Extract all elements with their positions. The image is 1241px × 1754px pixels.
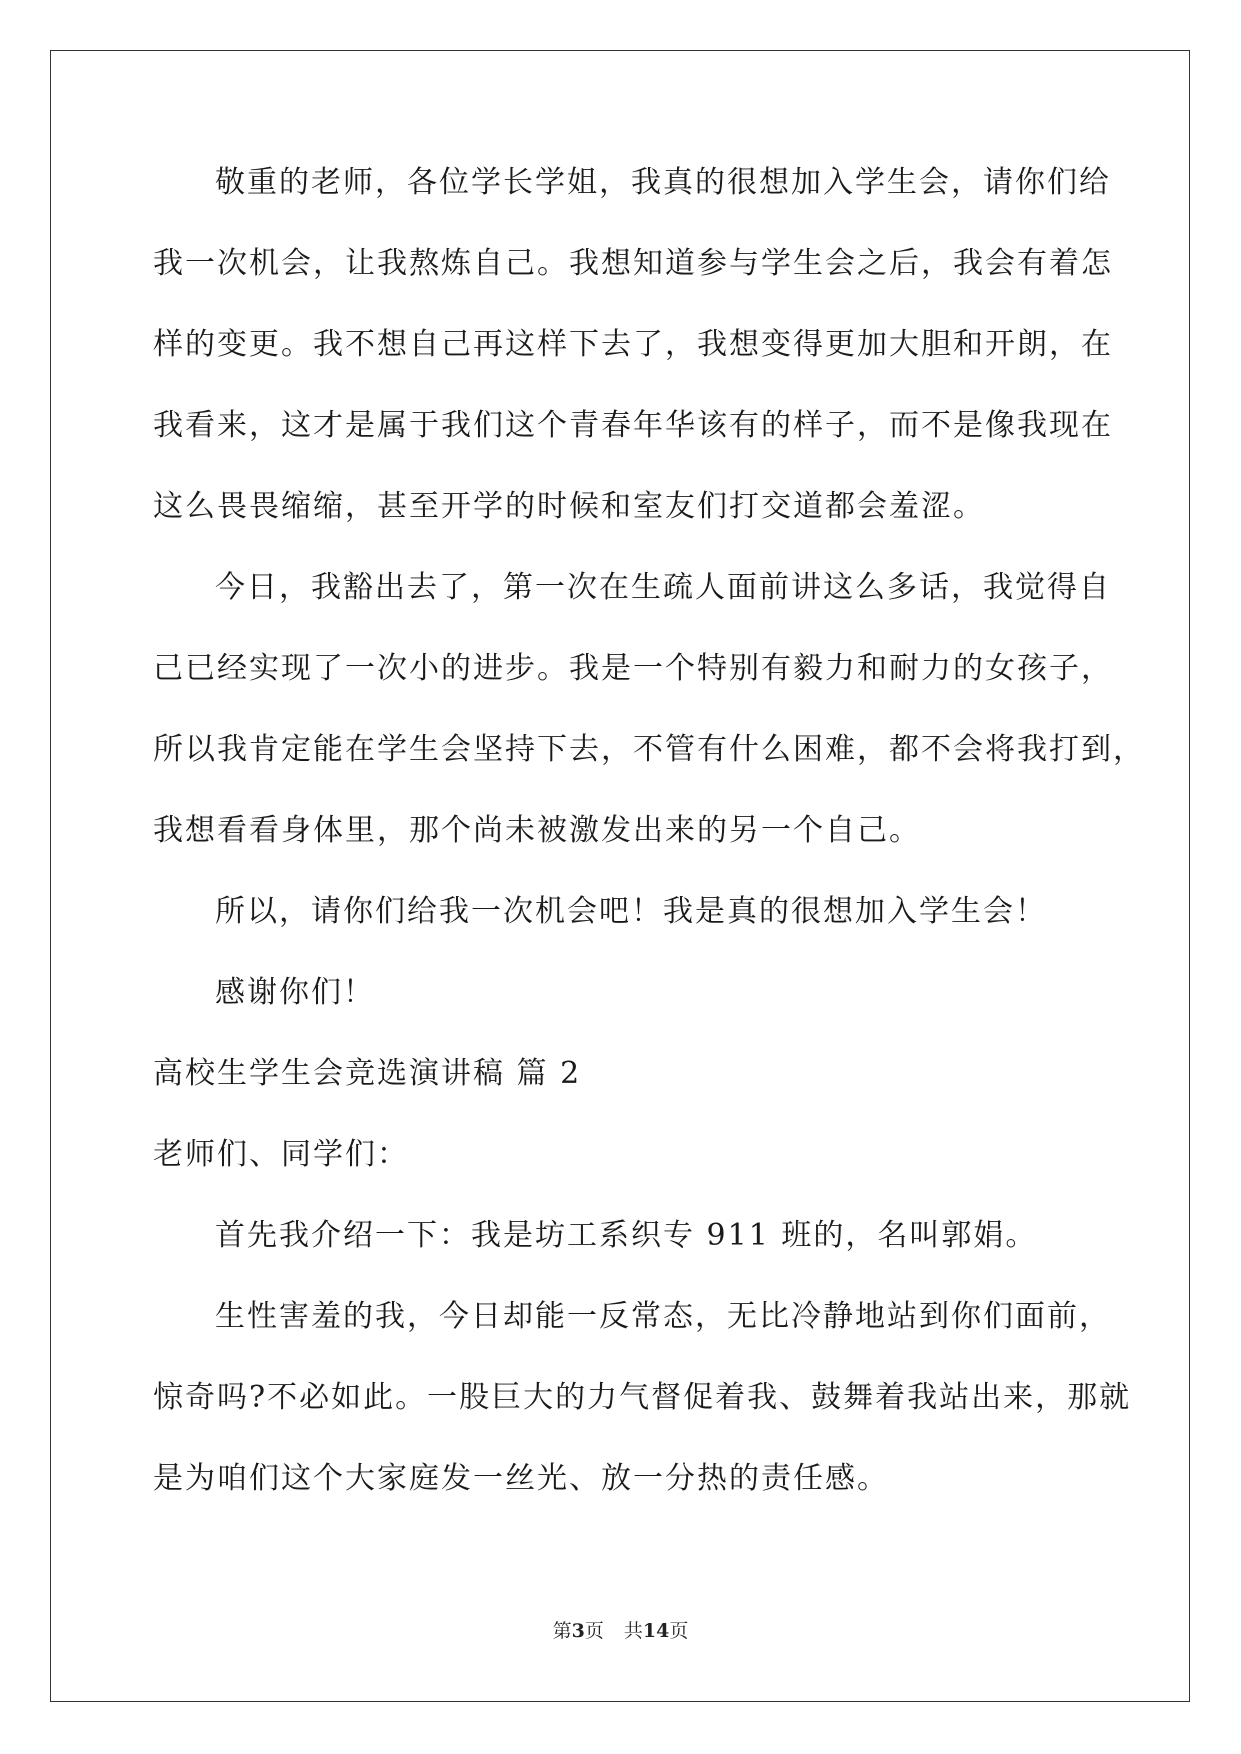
text-line-14: 首先我介绍一下：我是坊工系织专 911 班的，名叫郭娟。 [215,1218,1038,1253]
text-line-15: 生性害羞的我，今日却能一反常态，无比冷静地站到你们面前， [215,1299,1111,1334]
total-suffix: 页 [669,1620,689,1642]
text-line-9: 我想看看身体里，那个尚未被激发出来的另一个自己。 [153,813,921,848]
text-line-11: 感谢你们！ [215,975,375,1010]
page-footer [0,1618,1241,1644]
salutation: 老师们、同学们： [153,1137,409,1172]
text-line-2: 我一次机会，让我熬炼自己。我想知道参与学生会之后，我会有着怎 [153,246,1113,281]
text-line-5: 这么畏畏缩缩，甚至开学的时候和室友们打交道都会羞涩。 [153,489,985,524]
total-prefix: 共 [623,1620,643,1642]
page-number: 3 [571,1620,585,1642]
text-line-10: 所以，请你们给我一次机会吧！我是真的很想加入学生会！ [215,894,1047,929]
document-body [153,150,1145,1527]
page-prefix: 第 [552,1620,572,1642]
page-suffix: 页 [584,1620,604,1642]
text-line-4: 我看来，这才是属于我们这个青春年华该有的样子，而不是像我现在 [153,408,1113,443]
total-pages: 14 [642,1620,670,1642]
text-line-3: 样的变更。我不想自己再这样下去了，我想变得更加大胆和开朗，在 [153,327,1113,362]
text-line-8: 所以我肯定能在学生会坚持下去，不管有什么困难，都不会将我打到， [153,732,1145,767]
text-line-1: 敬重的老师，各位学长学姐，我真的很想加入学生会，请你们给 [215,165,1111,200]
text-line-7: 己已经实现了一次小的进步。我是一个特别有毅力和耐力的女孩子， [153,651,1113,686]
section-heading: 高校生学生会竞选演讲稿 篇 2 [153,1056,582,1091]
text-line-6: 今日，我豁出去了，第一次在生疏人面前讲这么多话，我觉得自 [215,570,1111,605]
text-line-16: 惊奇吗?不必如此。一股巨大的力气督促着我、鼓舞着我站出来，那就 [153,1380,1132,1415]
text-line-17: 是为咱们这个大家庭发一丝光、放一分热的责任感。 [153,1461,889,1496]
